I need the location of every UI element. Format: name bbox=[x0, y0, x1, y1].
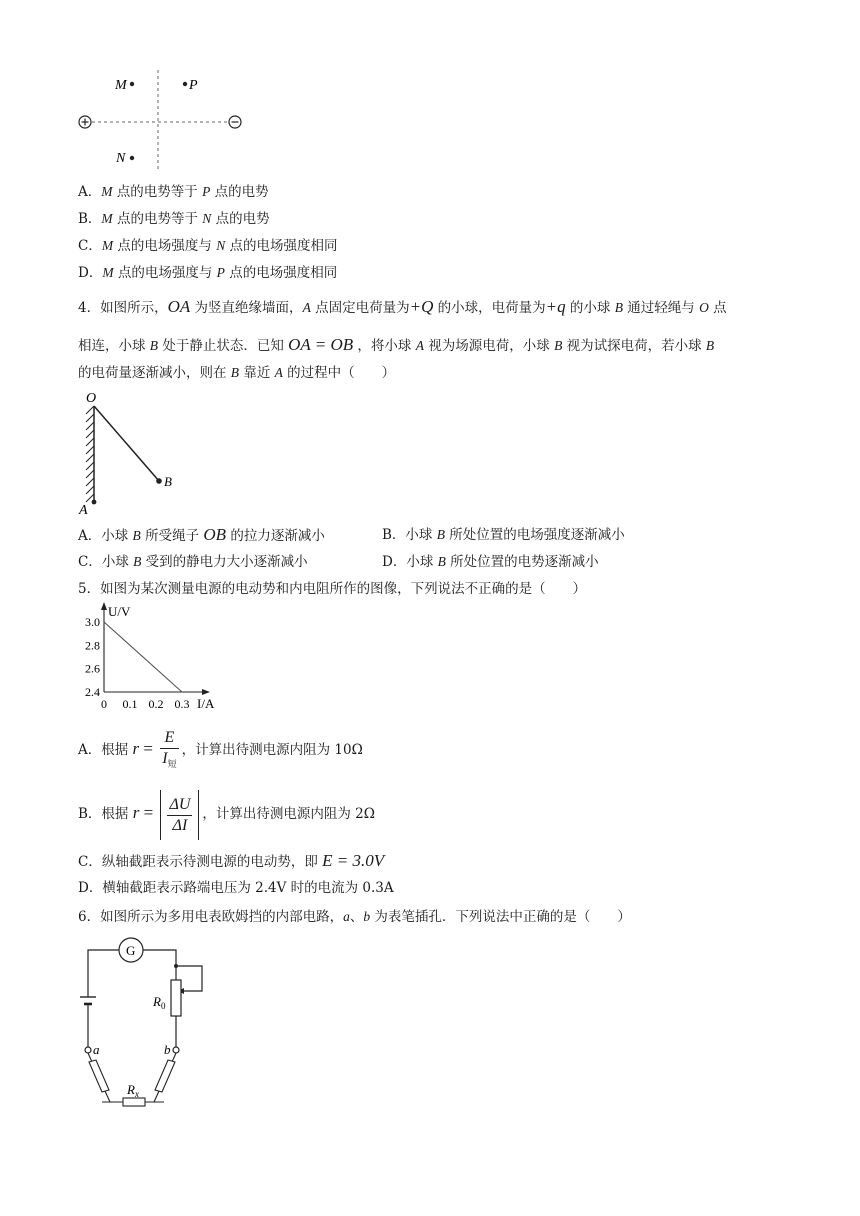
q5-option-b[interactable] bbox=[78, 788, 375, 838]
terminal-b-icon bbox=[173, 1047, 179, 1053]
stem-text: 5．如图为某次测量电源的电动势和内电阻所作的图像，下列说法不正确的是（ ） bbox=[78, 581, 587, 597]
option-text: ，计算出待测电源内阻为 10Ω bbox=[181, 742, 363, 758]
option-math: r bbox=[132, 739, 140, 758]
q3-option-d[interactable] bbox=[78, 264, 337, 282]
q4-option-a[interactable] bbox=[78, 526, 325, 545]
option-math: OB bbox=[203, 525, 227, 544]
stem-var: b bbox=[363, 909, 371, 924]
option-var: M bbox=[101, 211, 113, 226]
absolute-value bbox=[160, 790, 199, 840]
q5-option-d[interactable] bbox=[78, 879, 394, 897]
fraction-numerator: E bbox=[160, 728, 178, 749]
stem-text: 视为试探电荷，若小球 bbox=[562, 338, 706, 354]
q4-option-c[interactable] bbox=[78, 553, 308, 571]
option-text: 受到的静电力大小逐渐减小 bbox=[141, 554, 308, 570]
x-axis-label: I/A bbox=[197, 696, 215, 711]
option-text: B．小球 bbox=[382, 527, 437, 543]
option-var: B bbox=[436, 527, 445, 542]
stem-var: A bbox=[415, 338, 424, 353]
ball-a bbox=[92, 500, 97, 505]
option-text: 点的电场强度相同 bbox=[225, 238, 338, 254]
stem-math: +q bbox=[545, 297, 566, 316]
y-axis-label: U/V bbox=[108, 604, 131, 619]
rx-label: $R_x$ bbox=[127, 1082, 139, 1099]
option-var: M bbox=[102, 265, 114, 280]
option-text: 点的电场强度相同 bbox=[224, 265, 338, 281]
q6-stem bbox=[78, 908, 631, 926]
x-axis-arrow bbox=[202, 689, 210, 695]
terminal-a-icon bbox=[85, 1047, 91, 1053]
stem-text: 通过轻绳与 bbox=[622, 300, 700, 316]
stem-text: 点固定电荷量为 bbox=[310, 300, 410, 316]
stem-text: 6．如图所示为多用电表欧姆挡的内部电路， bbox=[78, 909, 344, 925]
q5-option-a[interactable] bbox=[78, 724, 363, 774]
option-letter: C． bbox=[78, 238, 102, 254]
option-text: B．根据 bbox=[78, 806, 133, 822]
positive-charge-icon bbox=[79, 116, 91, 128]
option-text: 点的电势 bbox=[210, 184, 269, 200]
stem-math: OA = OB bbox=[288, 335, 354, 354]
stem-text: ，将小球 bbox=[353, 338, 416, 354]
point-n-label: N bbox=[116, 151, 126, 166]
option-math: r bbox=[132, 803, 140, 822]
option-var: N bbox=[216, 238, 226, 253]
option-var: P bbox=[202, 184, 211, 199]
point-p bbox=[183, 82, 187, 86]
stem-var: B bbox=[705, 338, 715, 353]
option-var: B bbox=[133, 554, 142, 569]
q4-stem-line-3 bbox=[78, 364, 395, 382]
point-n bbox=[130, 156, 134, 160]
x-tick-label: 0.1 bbox=[122, 697, 138, 711]
stem-text: 为竖直绝缘墙面， bbox=[190, 300, 303, 316]
option-letter: A． bbox=[78, 184, 102, 200]
y-tick-label: 2.4 bbox=[85, 685, 100, 699]
option-text: A．根据 bbox=[78, 742, 133, 758]
stem-math: +Q bbox=[409, 297, 434, 316]
figure-ohmmeter-circuit bbox=[76, 934, 226, 1114]
stem-var: A bbox=[274, 365, 283, 380]
stem-var: O bbox=[699, 300, 709, 315]
q4-stem-line-1 bbox=[78, 298, 727, 317]
ui-chart bbox=[74, 600, 234, 716]
stem-text: 的电荷量逐渐减小，则在 bbox=[78, 365, 231, 381]
option-text: ，计算出待测电源内阻为 2Ω bbox=[202, 806, 375, 822]
stem-var: B bbox=[554, 338, 563, 353]
stem-var: B bbox=[149, 338, 159, 353]
option-math: E = 3.0V bbox=[322, 851, 385, 870]
y-tick-label: 2.8 bbox=[85, 638, 100, 653]
denominator-var: I bbox=[162, 749, 168, 767]
q5-stem bbox=[78, 580, 586, 598]
option-var: B bbox=[437, 554, 446, 569]
option-text: C．纵轴截距表示待测电源的电动势，即 bbox=[78, 854, 323, 870]
stem-text: 处于静止状态．已知 bbox=[158, 338, 289, 354]
q4-stem-line-2 bbox=[78, 336, 714, 355]
option-math: = bbox=[139, 739, 158, 758]
probe-left-icon bbox=[88, 1053, 110, 1102]
figure-charges bbox=[72, 62, 252, 174]
stem-var: B bbox=[230, 365, 240, 380]
fraction-numerator: ΔU bbox=[167, 795, 192, 816]
option-text: 点的电势 bbox=[211, 211, 270, 227]
stem-text: 相连，小球 bbox=[78, 338, 150, 354]
x-tick-label: 0.2 bbox=[148, 697, 164, 711]
fraction-denominator bbox=[160, 749, 178, 774]
series-line bbox=[104, 622, 182, 692]
stem-text: 、 bbox=[349, 909, 364, 925]
option-var: P bbox=[216, 265, 225, 280]
y-tick-label: 3.0 bbox=[85, 615, 100, 629]
y-axis-arrow bbox=[101, 602, 107, 610]
option-text: 的拉力逐渐减小 bbox=[226, 528, 325, 544]
q4-option-b[interactable] bbox=[382, 526, 625, 544]
option-text: 点的电场强度与 bbox=[113, 238, 217, 254]
stem-text: 4．如图所示， bbox=[78, 300, 168, 316]
stem-text: 视为场源电荷，小球 bbox=[423, 338, 555, 354]
point-b-label: B bbox=[164, 474, 172, 489]
stem-math: OA bbox=[167, 297, 191, 316]
option-text: D．小球 bbox=[382, 554, 438, 570]
option-var: N bbox=[202, 211, 212, 226]
x-tick-label: 0.3 bbox=[174, 697, 190, 711]
figure-wall-rope bbox=[74, 388, 194, 518]
stem-text: 的小球，电荷量为 bbox=[433, 300, 546, 316]
y-tick-label: 2.6 bbox=[85, 661, 100, 676]
galvanometer-label: G bbox=[126, 943, 136, 958]
option-var: M bbox=[101, 238, 114, 253]
terminal-a-label: a bbox=[93, 1042, 100, 1057]
negative-charge-icon bbox=[229, 116, 241, 128]
fraction bbox=[167, 795, 192, 836]
battery-icon bbox=[80, 997, 96, 1004]
option-text: A．小球 bbox=[78, 528, 133, 544]
r0-label: $R_0$ bbox=[153, 994, 166, 1011]
stem-var: a bbox=[343, 909, 350, 924]
option-var: M bbox=[101, 184, 113, 199]
q3-option-c[interactable] bbox=[78, 237, 338, 255]
option-text: 所处位置的电场强度逐渐减小 bbox=[444, 527, 625, 543]
option-text: 点的电势等于 bbox=[112, 211, 203, 227]
stem-var: A bbox=[302, 300, 311, 315]
x-tick-label: 0 bbox=[101, 697, 107, 711]
option-text: 点的电场强度与 bbox=[113, 265, 217, 281]
option-letter: B． bbox=[78, 211, 102, 227]
q5-option-c[interactable] bbox=[78, 852, 384, 871]
resistor-r0 bbox=[171, 980, 181, 1016]
q3-option-a[interactable] bbox=[78, 183, 269, 201]
probe-right-icon bbox=[154, 1053, 176, 1102]
point-m bbox=[130, 82, 134, 86]
point-a-label: A bbox=[79, 503, 88, 518]
rope-ob bbox=[94, 406, 159, 481]
option-math: = bbox=[139, 803, 158, 822]
fraction-denominator: ΔI bbox=[172, 816, 188, 834]
q3-option-b[interactable] bbox=[78, 210, 270, 228]
option-text: 点的电势等于 bbox=[112, 184, 203, 200]
stem-text: 的小球 bbox=[565, 300, 615, 316]
stem-text: 点 bbox=[708, 300, 727, 316]
stem-text: 的过程中（ ） bbox=[282, 365, 396, 381]
resistor-rx bbox=[123, 1098, 145, 1106]
ball-b bbox=[156, 478, 162, 484]
option-text: 所处位置的电势逐渐减小 bbox=[445, 554, 599, 570]
wall-hatch bbox=[86, 406, 94, 502]
option-text: C．小球 bbox=[78, 554, 134, 570]
galvanometer-icon bbox=[119, 938, 143, 962]
stem-text: 为表笔插孔．下列说法中正确的是（ ） bbox=[370, 909, 631, 925]
option-text: D．横轴截距表示路端电压为 2.4V 时的电流为 0.3A bbox=[78, 880, 394, 896]
option-var: B bbox=[132, 528, 141, 543]
stem-var: B bbox=[614, 300, 623, 315]
point-o-label: O bbox=[86, 391, 97, 406]
point-p-label: P bbox=[189, 78, 198, 93]
terminal-b-label: b bbox=[164, 1042, 171, 1057]
fraction bbox=[160, 728, 178, 774]
stem-text: 靠近 bbox=[239, 365, 275, 381]
option-text: 所受绳子 bbox=[140, 528, 204, 544]
option-letter: D． bbox=[78, 265, 103, 281]
point-m-label: M bbox=[115, 78, 127, 93]
q4-option-d[interactable] bbox=[382, 553, 599, 571]
denominator-subscript: 短 bbox=[167, 758, 177, 769]
